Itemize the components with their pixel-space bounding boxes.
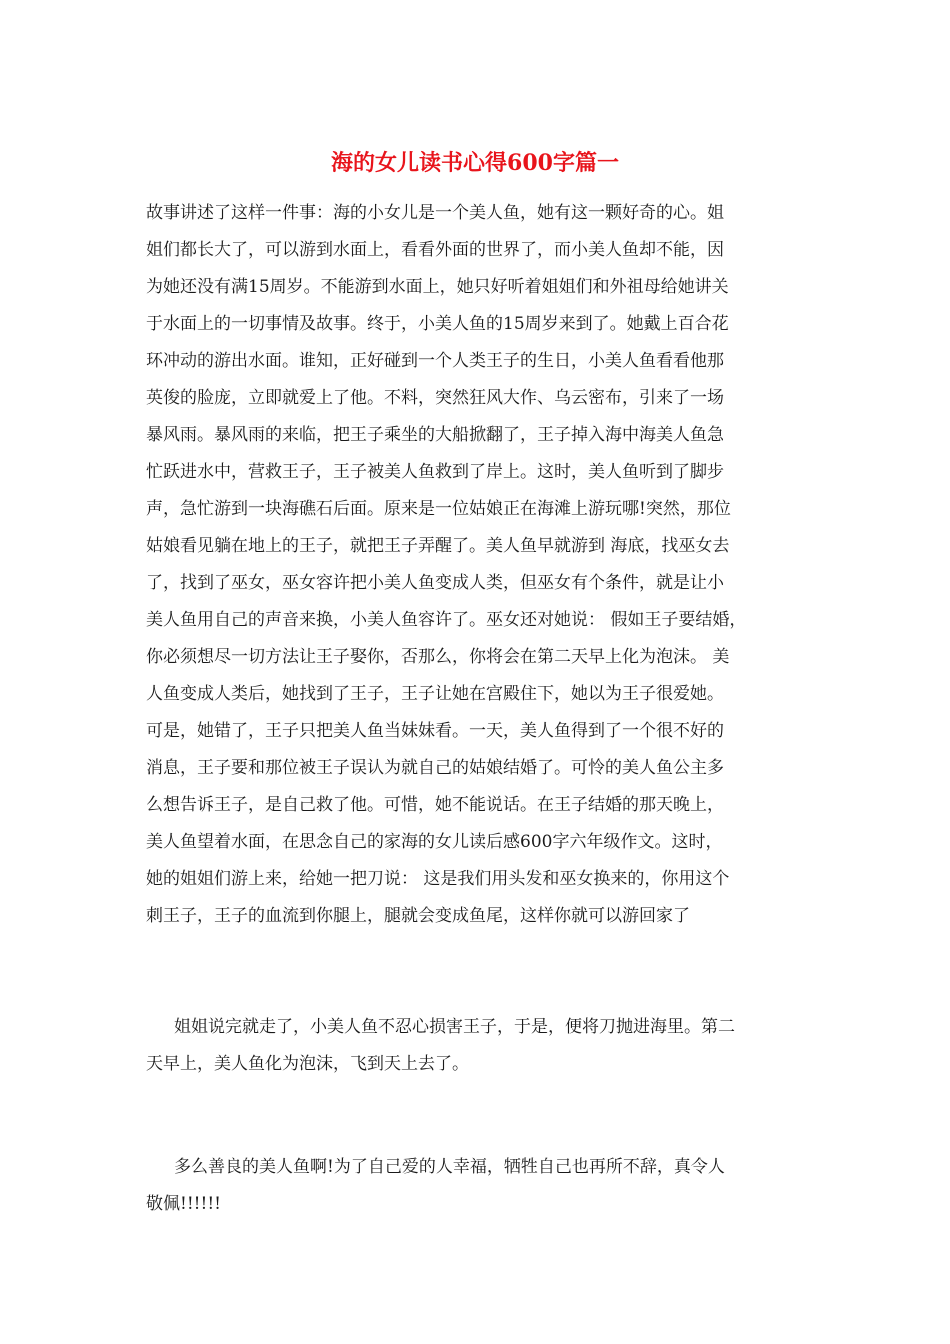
paragraph-line: 英俊的脸庞，立即就爱上了他。不料，突然狂风大作、乌云密布，引来了一场: [146, 388, 724, 408]
paragraph-line: 忙跃进水中，营救王子，王子被美人鱼救到了岸上。这时，美人鱼听到了脚步: [146, 462, 724, 482]
paragraph-line: 人鱼变成人类后，她找到了王子，王子让她在宫殿住下，她以为王子很爱她。: [146, 684, 724, 704]
paragraph-line: 姐姐说完就走了，小美人鱼不忍心损害王子，于是，便将刀抛进海里。第二: [174, 1017, 735, 1037]
paragraph-reflection: [146, 1149, 725, 1223]
paragraph-line: 可是，她错了，王子只把美人鱼当妹妹看。一天，美人鱼得到了一个很不好的: [146, 721, 724, 741]
paragraph-line: 天早上，美人鱼化为泡沫，飞到天上去了。: [146, 1054, 469, 1074]
paragraph-line: 于水面上的一切事情及故事。终于，小美人鱼的15周岁来到了。她戴上百合花: [146, 314, 729, 334]
paragraph-line: 多么善良的美人鱼啊!为了自己爱的人幸福，牺牲自己也再所不辞，真令人: [174, 1157, 725, 1177]
paragraph-ending: [146, 1009, 735, 1083]
paragraph-line: 刺王子，王子的血流到你腿上，腿就会变成鱼尾，这样你就可以游回家了: [146, 906, 690, 926]
paragraph-line: 了，找到了巫女，巫女容许把小美人鱼变成人类，但巫女有个条件，就是让小: [146, 573, 724, 593]
paragraph-line: 敬佩!!!!!!: [146, 1194, 221, 1214]
paragraph-line: 环冲动的游出水面。谁知，正好碰到一个人类王子的生日，小美人鱼看看他那: [146, 351, 724, 371]
paragraph-line: 声，急忙游到一块海礁石后面。原来是一位姑娘正在海滩上游玩哪!突然，那位: [146, 499, 731, 519]
paragraph-line: 姐们都长大了，可以游到水面上，看看外面的世界了，而小美人鱼却不能，因: [146, 240, 724, 260]
paragraph-story: [146, 195, 746, 935]
paragraph-line: 美人鱼望着水面，在思念自己的家海的女儿读后感600字六年级作文。这时，: [146, 832, 723, 852]
paragraph-line: 消息，王子要和那位被王子误认为就自己的姑娘结婚了。可怜的美人鱼公主多: [146, 758, 724, 778]
paragraph-line: 暴风雨。暴风雨的来临，把王子乘坐的大船掀翻了，王子掉入海中海美人鱼急: [146, 425, 724, 445]
paragraph-line: 姑娘看见躺在地上的王子，就把王子弄醒了。美人鱼早就游到 海底，找巫女去: [146, 536, 730, 556]
paragraph-line: 你必须想尽一切方法让王子娶你，否那么，你将会在第二天早上化为泡沫。 美: [146, 647, 730, 667]
paragraph-line: 故事讲述了这样一件事：海的小女儿是一个美人鱼，她有这一颗好奇的心。姐: [146, 203, 724, 223]
paragraph-line: 美人鱼用自己的声音来换，小美人鱼容许了。巫女还对她说： 假如王子要结婚，: [146, 610, 747, 630]
document-title: 海的女儿读书心得600字篇一: [331, 150, 619, 176]
paragraph-line: 为她还没有满15周岁。不能游到水面上，她只好听着姐姐们和外祖母给她讲关: [146, 277, 729, 297]
paragraph-line: 么想告诉王子，是自己救了他。可惜，她不能说话。在王子结婚的那天晚上，: [146, 795, 724, 815]
paragraph-line: 她的姐姐们游上来，给她一把刀说： 这是我们用头发和巫女换来的，你用这个: [146, 869, 730, 889]
